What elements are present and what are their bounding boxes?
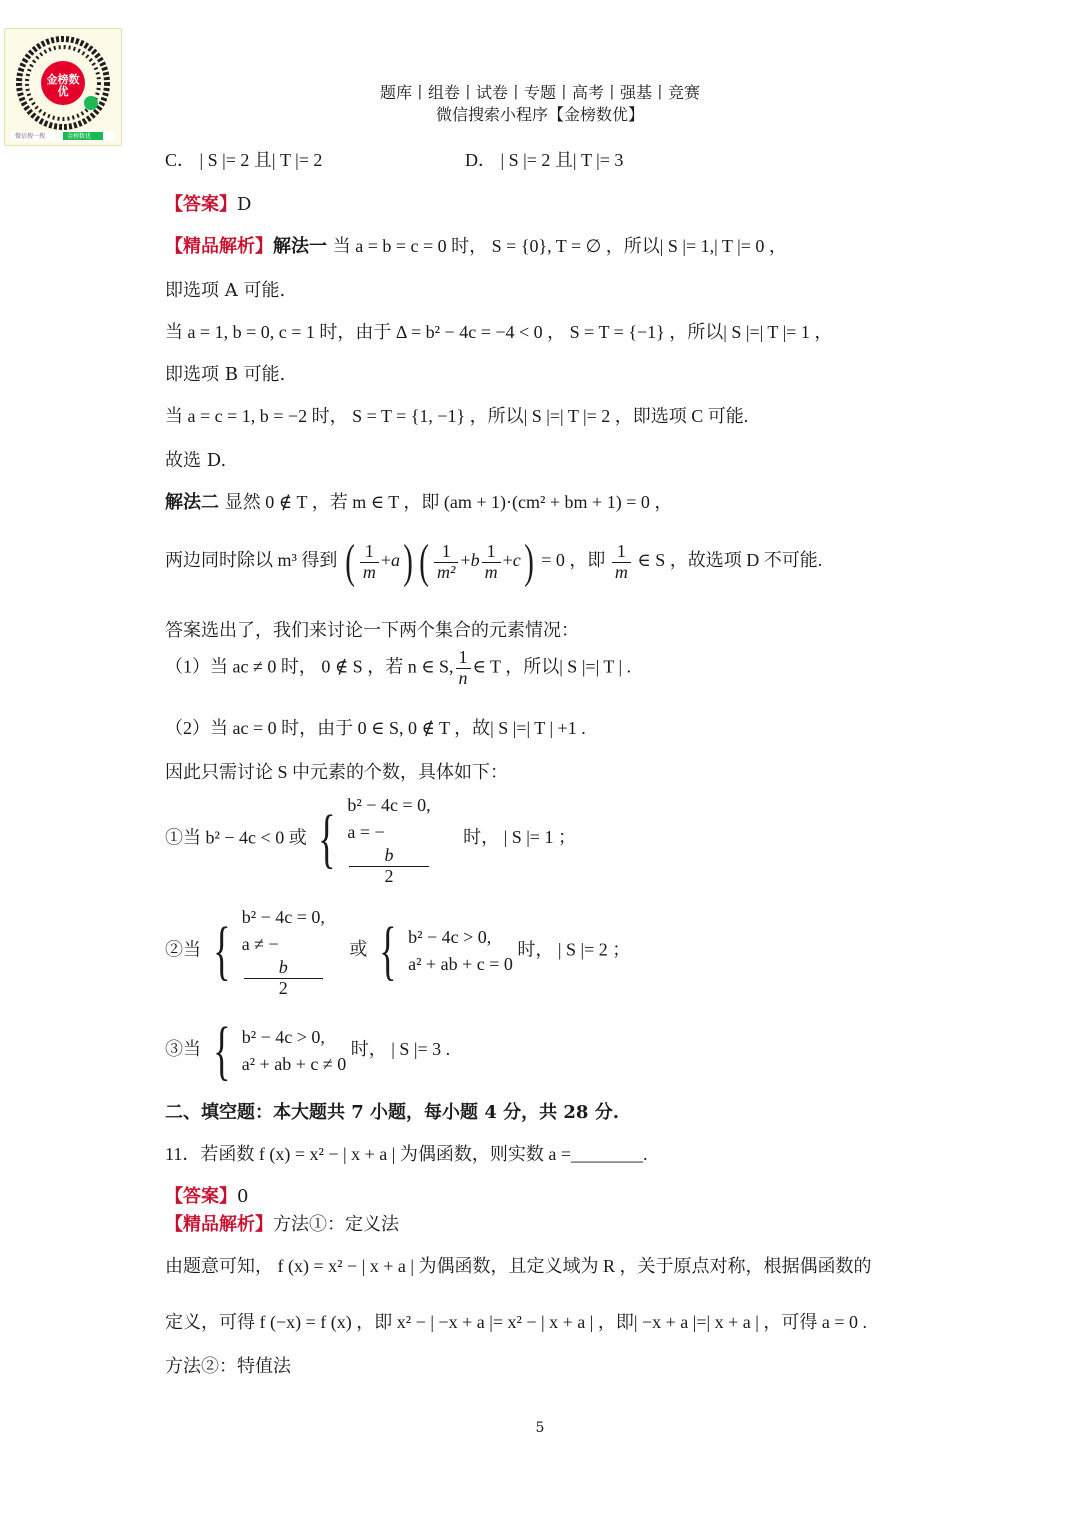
case-2: ②当 { b² − 4c = 0, a ≠ − b 2 或 { b² − 4c > 0, a² + ab + c = 0 时， | S |= 2 ； [165, 904, 630, 999]
case-3-cond-2: a² + ab + c ≠ 0 [241, 1054, 347, 1074]
case-1-cond-1: b² − 4c = 0, [347, 795, 431, 815]
case-2-or: 或 [349, 939, 368, 960]
analysis-1-line-1 [165, 232, 787, 258]
analysis-tag: 【精品解析】 [165, 1214, 273, 1235]
case-2-post: 时， | S |= 2 ； [517, 939, 631, 960]
option-c-label: C． [165, 150, 196, 170]
case-2-prefix: ②当 [165, 939, 201, 960]
analysis-1-line-3: 当 a = 1, b = 0, c = 1 时，由于 Δ = b² − 4c = −4 < 0 ， S = T = {−1} ，所以| S |=| T |= 1 ， [165, 322, 833, 342]
answer-1 [165, 190, 251, 216]
answer-tag: 【答案】 [165, 1186, 237, 1207]
analysis-tag: 【精品解析】 [165, 236, 273, 257]
case-3-post: 时， | S |= 3 . [350, 1039, 451, 1060]
analysis-text: 当 a = b = c = 0 时， S = {0}, T = ∅ ，所以| S |= 1,| T |= 0 ， [332, 236, 787, 256]
case-2-a-cond-2: a ≠ − [241, 934, 279, 954]
case-2-b-cond-2: a² + ab + c = 0 [408, 954, 513, 975]
method-2-title: 解法二 [165, 492, 219, 513]
line-10-prefix: （1）当 ac ≠ 0 时， 0 ∉ S ，若 n ∈ S, [165, 656, 454, 677]
line-8-post: = 0 ，即 [541, 550, 606, 571]
case-2-a-cond-1: b² − 4c = 0, [241, 907, 325, 927]
case-3: ③当 { b² − 4c > 0, a² + ab + c ≠ 0 时， | S |= 3 . [165, 1014, 451, 1087]
analysis-2-line-3: 定义，可得 f (−x) = f (x) ，即 x² − | −x + a |= x² − | x + a | ，即| −x + a |=| x + a | ，可得 a = 0 . [165, 1312, 867, 1332]
analysis-text: 显然 0 ∉ T ，若 m ∈ T ，即 (am + 1)·(cm² + bm + 1) = 0 ， [224, 492, 673, 512]
case-2-b-cond-1: b² − 4c > 0, [408, 927, 492, 948]
analysis-1-line-9: 答案选出了，我们来讨论一下两个集合的元素情况： [165, 620, 579, 641]
logo-bottom-right: 金榜数优 [67, 133, 92, 140]
analysis-1-line-6: 故选 D. [165, 450, 227, 471]
question-11: 11．若函数 f (x) = x² − | x + a | 为偶函数，则实数 a =________. [165, 1144, 648, 1164]
case-3-cond-1: b² − 4c > 0, [241, 1027, 325, 1047]
answer-value: D [237, 194, 252, 215]
analysis-1-line-7 [165, 488, 672, 514]
answer-value: 0 [237, 1186, 249, 1207]
analysis-1-line-8: 两边同时除以 m³ 得到 ( $\frac{1}{m}$ +a) ( $\frac{1}{\text{m²}}$ +b $\frac{1}{m}$ +c) = 0 ，即 $\frac{1}{m}$ ∈ S ，故选项 D 不可能. [165, 535, 823, 588]
case-1-prefix: ①当 b² − 4c < 0 或 [165, 827, 307, 848]
header-nav: 题库丨组卷丨试卷丨专题丨高考丨强基丨竞赛 [379, 83, 700, 102]
analysis-1-line-12: 因此只需讨论 S 中元素的个数，具体如下： [165, 762, 509, 782]
logo-bottom-left: 微信搜一搜 [15, 133, 46, 140]
header-wechat: 微信搜索小程序【金榜数优】 [435, 105, 644, 124]
page-number: 5 [535, 1420, 545, 1436]
section-2-heading: 二、填空题：本大题共 7 小题，每小题 4 分，共 28 分. [165, 1102, 619, 1123]
analysis-2-line-1 [165, 1210, 399, 1236]
case-1-post: 时， | S |= 1 ； [463, 827, 576, 848]
option-c-text: | S |= 2 且| T |= 2 [199, 150, 323, 170]
analysis-1-line-5: 当 a = c = 1, b = −2 时， S = T = {1, −1} ，所以| S |=| T |= 2 ，即选项 C 可能. [165, 406, 749, 426]
analysis-1-line-10: （1）当 ac ≠ 0 时， 0 ∉ S ，若 n ∈ S, $\frac{1}{n}$ ∈ T ，所以| S |=| T | . [165, 647, 632, 688]
line-8-prefix: 两边同时除以 m³ 得到 [165, 550, 338, 571]
line-8-tail: ∈ S ，故选项 D 不可能. [637, 550, 823, 571]
analysis-1-line-11: （2）当 ac = 0 时，由于 0 ∈ S, 0 ∉ T ，故| S |=| T | +1 . [165, 718, 586, 738]
analysis-2-line-4: 方法②：特值法 [165, 1356, 291, 1377]
case-1: ①当 b² − 4c < 0 或 { b² − 4c = 0, a = − b 2 时， | S |= 1 ； [165, 792, 576, 887]
answer-2 [165, 1182, 248, 1208]
answer-tag: 【答案】 [165, 194, 237, 215]
option-d-label: D． [465, 150, 496, 170]
case-3-prefix: ③当 [165, 1039, 201, 1060]
method-1-title: 解法一 [273, 236, 327, 257]
analysis-1-line-4: 即选项 B 可能. [165, 364, 286, 385]
case-1-cond-2: a = − [347, 822, 385, 842]
method-title: 方法①：定义法 [273, 1214, 399, 1235]
logo-center-text: 金榜数优 [46, 73, 80, 98]
option-d-text: | S |= 2 且| T |= 3 [500, 150, 624, 170]
analysis-1-line-2: 即选项 A 可能. [165, 280, 286, 301]
option-d [465, 146, 623, 172]
analysis-2-line-2: 由题意可知， f (x) = x² − | x + a | 为偶函数，且定义域为 R ，关于原点对称，根据偶函数的 [165, 1256, 872, 1276]
line-10-post: ∈ T ，所以| S |=| T | . [472, 656, 632, 677]
option-c [165, 146, 322, 172]
